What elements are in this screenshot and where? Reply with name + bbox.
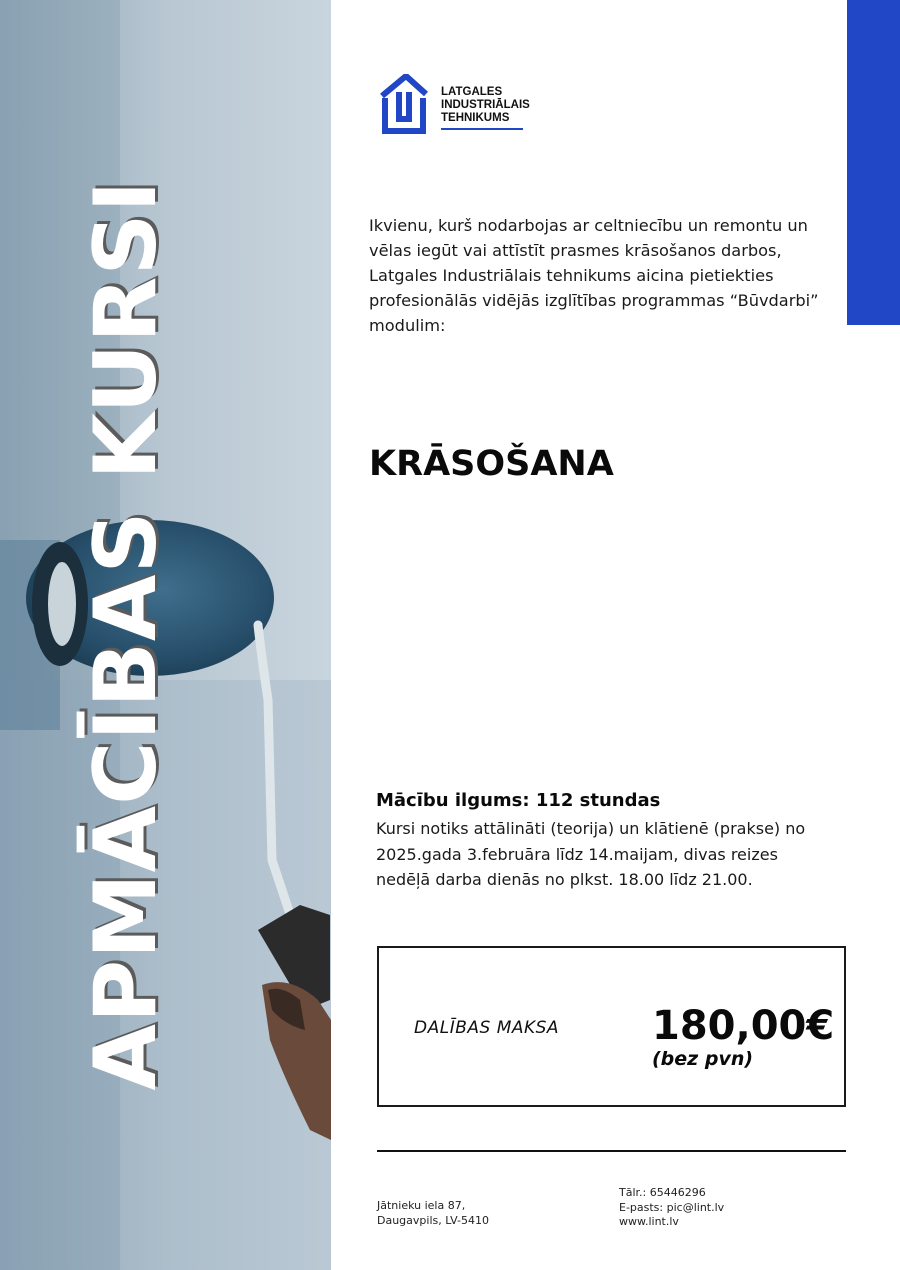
address-line: Jātnieku iela 87, bbox=[377, 1199, 466, 1212]
logo-text bbox=[441, 86, 530, 125]
logo-line: TEHNIKUMS bbox=[441, 112, 510, 124]
building-logo-icon bbox=[380, 74, 428, 136]
logo-line: INDUSTRIĀLAIS bbox=[441, 99, 530, 111]
course-title: KRĀSOŠANA bbox=[369, 444, 614, 484]
intro-paragraph: Ikvienu, kurš nodarbojas ar celtniecību un remontu un vēlas iegūt vai attīstīt prasmes krāsošanos darbos, Latgales Industriālais tehnikums aicina pietiekties profesionālās vidējās izglītības programmas “Būvdarbi” modulim: bbox=[369, 216, 819, 335]
phone-text: Tālr.: 65446296 bbox=[619, 1186, 706, 1199]
address-line: Daugavpils, LV-5410 bbox=[377, 1213, 489, 1227]
logo-line: LATGALES bbox=[441, 86, 503, 98]
schedule-text: Kursi notiks attālināti (teorija) un klātienē (prakse) no 2025.gada 3.februāra līdz 14.maijam, divas reizes nedēļā darba dienās no plkst. 18.00 līdz 21.00. bbox=[376, 819, 806, 889]
vertical-title: APMĀCĪBAS KURSI bbox=[76, 179, 176, 1091]
logo-underline bbox=[441, 128, 523, 130]
price-box bbox=[377, 946, 846, 1107]
logo bbox=[380, 74, 560, 138]
address bbox=[377, 1199, 489, 1228]
price-amount: 180,00€ bbox=[652, 1003, 835, 1049]
accent-bar bbox=[847, 0, 900, 325]
duration-heading: Mācību ilgums: 112 stundas bbox=[376, 790, 661, 811]
contacts bbox=[619, 1186, 724, 1230]
footer-divider bbox=[377, 1150, 846, 1152]
website-text: www.lint.lv bbox=[619, 1215, 679, 1228]
painting-photo bbox=[0, 0, 331, 1270]
fee-label: DALĪBAS MAKSA bbox=[414, 1018, 560, 1038]
email-text: E-pasts: pic@lint.lv bbox=[619, 1200, 725, 1214]
price-note: (bez pvn) bbox=[652, 1048, 754, 1070]
